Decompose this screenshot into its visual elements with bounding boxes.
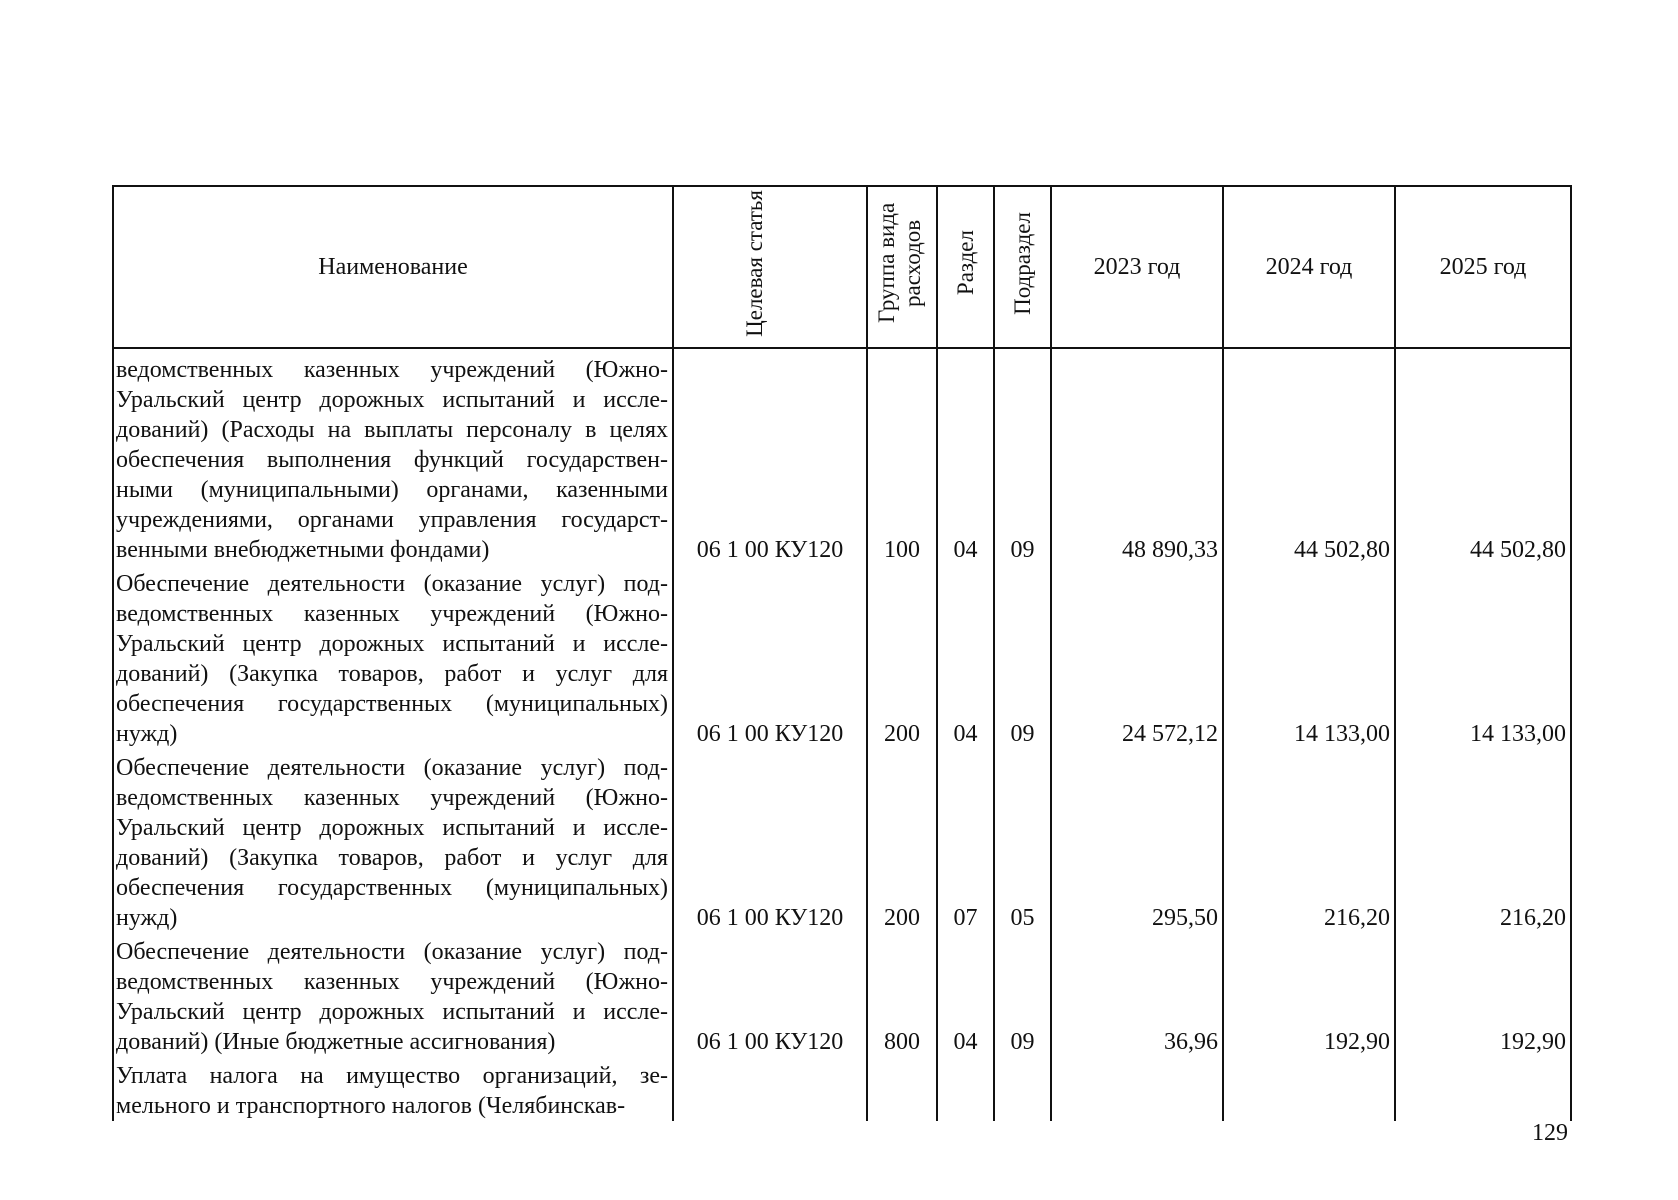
row-amount-2023 (1051, 1057, 1223, 1121)
row-target-article: 06 1 00 КУ120 (673, 749, 867, 933)
row-amount-2023: 24 572,12 (1051, 565, 1223, 749)
row-section (937, 1057, 994, 1121)
row-amount-2024: 192,90 (1223, 933, 1395, 1057)
row-amount-2025: 14 133,00 (1395, 565, 1571, 749)
row-section: 07 (937, 749, 994, 933)
header-year-2025: 2025 год (1395, 186, 1571, 348)
row-amount-2023: 295,50 (1051, 749, 1223, 933)
row-section: 04 (937, 565, 994, 749)
row-amount-2024 (1223, 1057, 1395, 1121)
row-expense-group (867, 1057, 937, 1121)
row-expense-group: 100 (867, 348, 937, 565)
table-row (113, 933, 1571, 1057)
row-subsection: 09 (994, 565, 1051, 749)
row-name: ведомственных казенных учреждений (Южно-Уральский центр дорожных испытаний и иссле-дований) (Расходы на выплаты персоналу в целях обеспечения выполнения функций государствен-ными (муниципальными) органами, казенными учреждениями, органами управления государст-венными внебюджетными фондами) (113, 348, 673, 565)
table-row (113, 348, 1571, 565)
header-subsection: Подраздел (994, 186, 1051, 348)
budget-table-page (112, 185, 1570, 1119)
row-name: Обеспечение деятельности (оказание услуг) под-ведомственных казенных учреждений (Южно-Уральский центр дорожных испытаний и иссле-дований) (Иные бюджетные ассигнования) (113, 933, 673, 1057)
row-expense-group: 200 (867, 565, 937, 749)
row-section: 04 (937, 348, 994, 565)
row-amount-2024: 44 502,80 (1223, 348, 1395, 565)
row-name: Обеспечение деятельности (оказание услуг) под-ведомственных казенных учреждений (Южно-Уральский центр дорожных испытаний и иссле-дований) (Закупка товаров, работ и услуг для обеспечения государственных (муниципальных) нужд) (113, 565, 673, 749)
header-section: Раздел (937, 186, 994, 348)
row-target-article (673, 1057, 867, 1121)
row-subsection: 05 (994, 749, 1051, 933)
row-name: Обеспечение деятельности (оказание услуг) под-ведомственных казенных учреждений (Южно-Уральский центр дорожных испытаний и иссле-дований) (Закупка товаров, работ и услуг для обеспечения государственных (муниципальных) нужд) (113, 749, 673, 933)
row-target-article: 06 1 00 КУ120 (673, 565, 867, 749)
table-row (113, 1057, 1571, 1121)
row-subsection: 09 (994, 348, 1051, 565)
header-expense-group: Группа вида расходов (867, 186, 937, 348)
header-target-article: Целевая статья (673, 186, 867, 348)
page-number: 129 (1532, 1120, 1568, 1146)
row-subsection: 09 (994, 933, 1051, 1057)
row-section: 04 (937, 933, 994, 1057)
row-amount-2024: 216,20 (1223, 749, 1395, 933)
row-expense-group: 200 (867, 749, 937, 933)
row-amount-2023: 36,96 (1051, 933, 1223, 1057)
row-subsection (994, 1057, 1051, 1121)
table-body (113, 348, 1571, 1121)
row-amount-2025: 44 502,80 (1395, 348, 1571, 565)
header-year-2024: 2024 год (1223, 186, 1395, 348)
table-header (113, 186, 1571, 348)
row-amount-2024: 14 133,00 (1223, 565, 1395, 749)
row-amount-2025 (1395, 1057, 1571, 1121)
budget-table (112, 185, 1572, 1121)
row-amount-2023: 48 890,33 (1051, 348, 1223, 565)
row-name: Уплата налога на имущество организаций, зе-мельного и транспортного налогов (Челябинскав- (113, 1057, 673, 1121)
table-row (113, 749, 1571, 933)
row-amount-2025: 216,20 (1395, 749, 1571, 933)
row-amount-2025: 192,90 (1395, 933, 1571, 1057)
row-expense-group: 800 (867, 933, 937, 1057)
header-year-2023: 2023 год (1051, 186, 1223, 348)
row-target-article: 06 1 00 КУ120 (673, 933, 867, 1057)
header-name: Наименование (113, 186, 673, 348)
table-row (113, 565, 1571, 749)
row-target-article: 06 1 00 КУ120 (673, 348, 867, 565)
